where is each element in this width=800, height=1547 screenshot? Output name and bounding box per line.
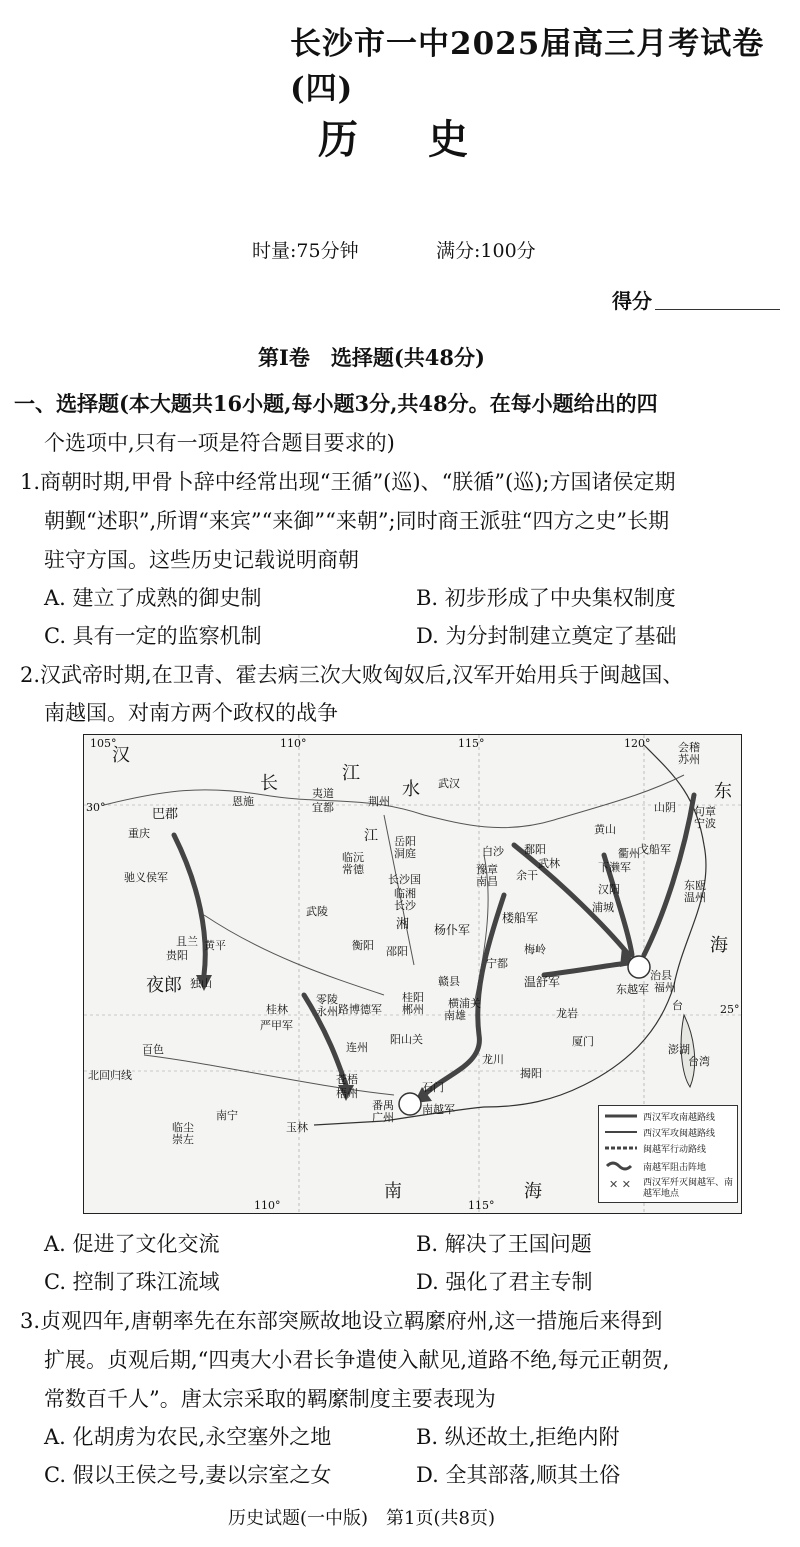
place-baise: 百色 (142, 1043, 164, 1056)
label-shui: 水 (402, 779, 420, 800)
place-xiamen: 厦门 (572, 1035, 594, 1048)
place-jingzhou: 荆州 (368, 795, 390, 808)
place-hanyang: 汉阳 (598, 883, 620, 896)
place-tai: 台 (672, 999, 683, 1012)
place-enshi: 恩施 (232, 795, 254, 808)
place-lubode-army: 路博德军 (338, 1003, 382, 1016)
place-juzhang: 句章 (694, 805, 716, 818)
place-xiang: 湘 (396, 917, 410, 932)
place-dongyue-army: 东越军 (616, 983, 649, 996)
place-tropic: 北回归线 (88, 1069, 132, 1082)
q2-line1: 2.汉武帝时期,在卫青、霍去病三次大败匈奴后,汉军开始用兵于闽越国、 (20, 663, 684, 687)
place-yongzhou: 永州 (316, 1005, 338, 1018)
label-hai-south: 海 (524, 1181, 542, 1202)
place-linchen: 临尘 (172, 1121, 194, 1134)
place-pucheng: 浦城 (592, 901, 614, 914)
place-baisha: 白沙 (482, 845, 504, 858)
place-suzhou: 苏州 (678, 753, 700, 766)
place-longchuan: 龙川 (482, 1053, 504, 1066)
q1-line3: 驻守方国。这些历史记载说明商朝 (44, 548, 359, 572)
place-wuling: 武陵 (306, 905, 328, 918)
place-shaoyang: 邵阳 (386, 945, 408, 958)
place-yidu: 宜都 (312, 801, 334, 814)
place-lingling: 零陵 (316, 993, 338, 1006)
place-wuhan: 武汉 (438, 777, 460, 790)
place-yangshan-pass: 阳山关 (390, 1033, 423, 1046)
place-linxiang: 临湘 (394, 887, 416, 900)
historical-map (83, 734, 742, 1214)
place-taiwan: 台湾 (688, 1055, 710, 1068)
score-blank[interactable] (655, 309, 780, 310)
q1-option-c[interactable]: C. 具有一定的监察机制 (44, 624, 262, 648)
place-changde: 常德 (342, 863, 364, 876)
lon-120: 120° (624, 737, 651, 750)
q1-option-b[interactable]: B. 初步形成了中央集权制度 (416, 586, 676, 610)
place-fuzhou: 福州 (654, 981, 676, 994)
q1-line1: 1.商朝时期,甲骨卜辞中经常出现“王循”(巡)、“朕循”(巡);方国诸侯定期 (20, 470, 676, 494)
q1-option-d[interactable]: D. 为分封制建立奠定了基础 (416, 624, 677, 648)
q2-option-a[interactable]: A. 促进了文化交流 (44, 1232, 220, 1256)
q3-line3: 常数百千人”。唐太宗采取的羁縻制度主要表现为 (44, 1387, 496, 1411)
place-dushan: 独山 (190, 977, 212, 990)
q1-line2: 朝觐“述职”,所谓“来宾”“来御”“来朝”;同时商王派驻“四方之史”长期 (44, 509, 670, 533)
place-quzhou: 衢州 (618, 847, 640, 860)
place-chenzhou: 郴州 (402, 1003, 424, 1016)
page-footer: 历史试题(一中版) 第1页(共8页) (228, 1508, 495, 1529)
place-nanchang: 南昌 (476, 875, 498, 888)
place-chiyi-army: 驰义侯军 (124, 871, 168, 884)
map-legend (598, 1105, 738, 1203)
place-wulin: 武林 (538, 857, 560, 870)
place-gechuan-army: 戈船军 (638, 843, 671, 856)
place-huangping: 黄平 (204, 939, 226, 952)
legend-battle-site: 西汉军歼灭闽越军、南越军地点 (643, 1178, 734, 1199)
place-yangpu-army: 杨仆军 (434, 923, 471, 937)
lon-110-bottom: 110° (254, 1199, 281, 1212)
place-guilin: 桂林 (266, 1003, 288, 1016)
label-han: 汉 (112, 745, 130, 766)
lon-110: 110° (280, 737, 307, 750)
place-guangzhou: 广州 (372, 1111, 394, 1124)
q2-option-d[interactable]: D. 强化了君主专制 (416, 1270, 593, 1294)
place-hengpu-pass: 横浦关 (448, 997, 481, 1010)
q3-option-c[interactable]: C. 假以王侯之号,妻以宗室之女 (44, 1463, 332, 1487)
place-lianzhou: 连州 (346, 1041, 368, 1054)
lon-115-bottom: 115° (468, 1199, 495, 1212)
q2-line2: 南越国。对南方两个政权的战争 (44, 701, 338, 725)
part-title: 第Ⅰ卷 选择题(共48分) (258, 345, 485, 370)
place-yugan: 余干 (516, 869, 538, 882)
legend-minyue-route: 闽越军行动路线 (643, 1145, 707, 1155)
legend-nanyue-position: 南越军阻击阵地 (643, 1163, 707, 1173)
place-meiling: 梅岭 (524, 943, 546, 956)
place-nanyue-army: 南越军 (422, 1103, 455, 1116)
place-yulin: 玉林 (286, 1121, 308, 1134)
place-huangshan: 黄山 (594, 823, 616, 836)
lat-25: 25° (720, 1003, 740, 1016)
place-yuzhang: 豫章 (476, 863, 498, 876)
legend-han-vs-nanyue: 西汉军攻南越路线 (643, 1113, 716, 1123)
legend-han-vs-minyue: 西汉军攻闽越路线 (643, 1129, 716, 1139)
label-hai-east: 海 (710, 935, 728, 956)
place-ganxian: 赣县 (438, 975, 460, 988)
section-instructions: 一、选择题(本大题共16小题,每小题3分,共48分。在每小题给出的四 (14, 391, 658, 416)
place-guiyang: 贵阳 (166, 949, 188, 962)
svg-text:✕ ✕: ✕ ✕ (609, 1178, 631, 1191)
q1-option-a[interactable]: A. 建立了成熟的御史制 (44, 586, 262, 610)
label-chang: 长 (260, 773, 278, 794)
place-kuaiji: 会稽 (678, 741, 700, 754)
place-wenshu-army: 温舒军 (524, 975, 561, 989)
place-dongting: 洞庭 (394, 847, 416, 860)
place-nanning: 南宁 (216, 1109, 238, 1122)
place-yidao: 夷道 (312, 787, 334, 800)
q2-option-b[interactable]: B. 解决了王国问题 (416, 1232, 592, 1256)
place-ningbo: 宁波 (694, 817, 716, 830)
place-chongqing: 重庆 (128, 827, 150, 840)
place-jiang: 江 (364, 828, 378, 844)
section-instructions-cont: 个选项中,只有一项是符合题目要求的) (44, 431, 395, 455)
q3-option-a[interactable]: A. 化胡虏为农民,永空塞外之地 (44, 1425, 332, 1449)
place-wenzhou: 温州 (684, 891, 706, 904)
place-xialai-army: 下濑军 (598, 861, 631, 874)
label-yelang: 夜郎 (146, 975, 182, 996)
place-hengyang: 衡阳 (352, 939, 374, 952)
place-changsha-state: 长沙国 (388, 873, 421, 886)
score-label: 得分 (612, 289, 652, 313)
subject-title: 历史 (318, 116, 538, 163)
exam-title: 长沙市一中2025届高三月考试卷(四) (290, 26, 765, 107)
place-ningdu: 宁都 (486, 957, 508, 970)
place-bajun: 巴郡 (152, 807, 179, 822)
place-chongzuo: 崇左 (172, 1133, 194, 1146)
place-jieyang: 揭阳 (520, 1067, 542, 1080)
label-jiang: 江 (342, 763, 360, 784)
q2-option-c[interactable]: C. 控制了珠江流域 (44, 1270, 220, 1294)
full-score: 满分:100分 (436, 240, 536, 262)
place-dongou: 东瓯 (684, 879, 706, 892)
place-cangwu: 苍梧 (336, 1073, 358, 1086)
place-yanjia-army: 严甲军 (260, 1019, 293, 1032)
q3-line2: 扩展。贞观后期,“四夷大小君长争遣使入献见,道路不绝,每元正朝贺, (44, 1348, 670, 1372)
place-qielan: 且兰 (176, 935, 198, 948)
place-guiyang2: 桂阳 (402, 991, 424, 1004)
place-wuzhou: 梧州 (336, 1087, 358, 1100)
place-poyang: 鄱阳 (524, 843, 546, 856)
lon-105: 105° (90, 737, 117, 750)
place-changsha: 长沙 (394, 899, 416, 912)
place-yexian: 治县 (650, 969, 672, 982)
lon-115: 115° (458, 737, 485, 750)
place-penghu: 澎湖 (668, 1043, 690, 1056)
place-longyan: 龙岩 (556, 1007, 578, 1020)
label-nan: 南 (384, 1181, 402, 1202)
place-panyu: 番禺 (372, 1099, 394, 1112)
place-linyuan: 临沅 (342, 851, 364, 864)
time-limit: 时量:75分钟 (252, 240, 359, 262)
q3-line1: 3.贞观四年,唐朝率先在东部突厥故地设立羁縻府州,这一措施后来得到 (20, 1309, 663, 1333)
q3-option-b[interactable]: B. 纵还故土,拒绝内附 (416, 1425, 620, 1449)
place-shimen: 石门 (422, 1081, 444, 1094)
label-dong: 东 (714, 781, 732, 802)
lat-30: 30° (86, 801, 106, 814)
place-yueyang: 岳阳 (394, 835, 416, 848)
place-nanxiong: 南雄 (444, 1009, 466, 1022)
place-shanyin: 山阴 (654, 801, 676, 814)
place-louchuan-army: 楼船军 (502, 911, 539, 925)
q3-option-d[interactable]: D. 全其部落,顺其土俗 (416, 1463, 621, 1487)
